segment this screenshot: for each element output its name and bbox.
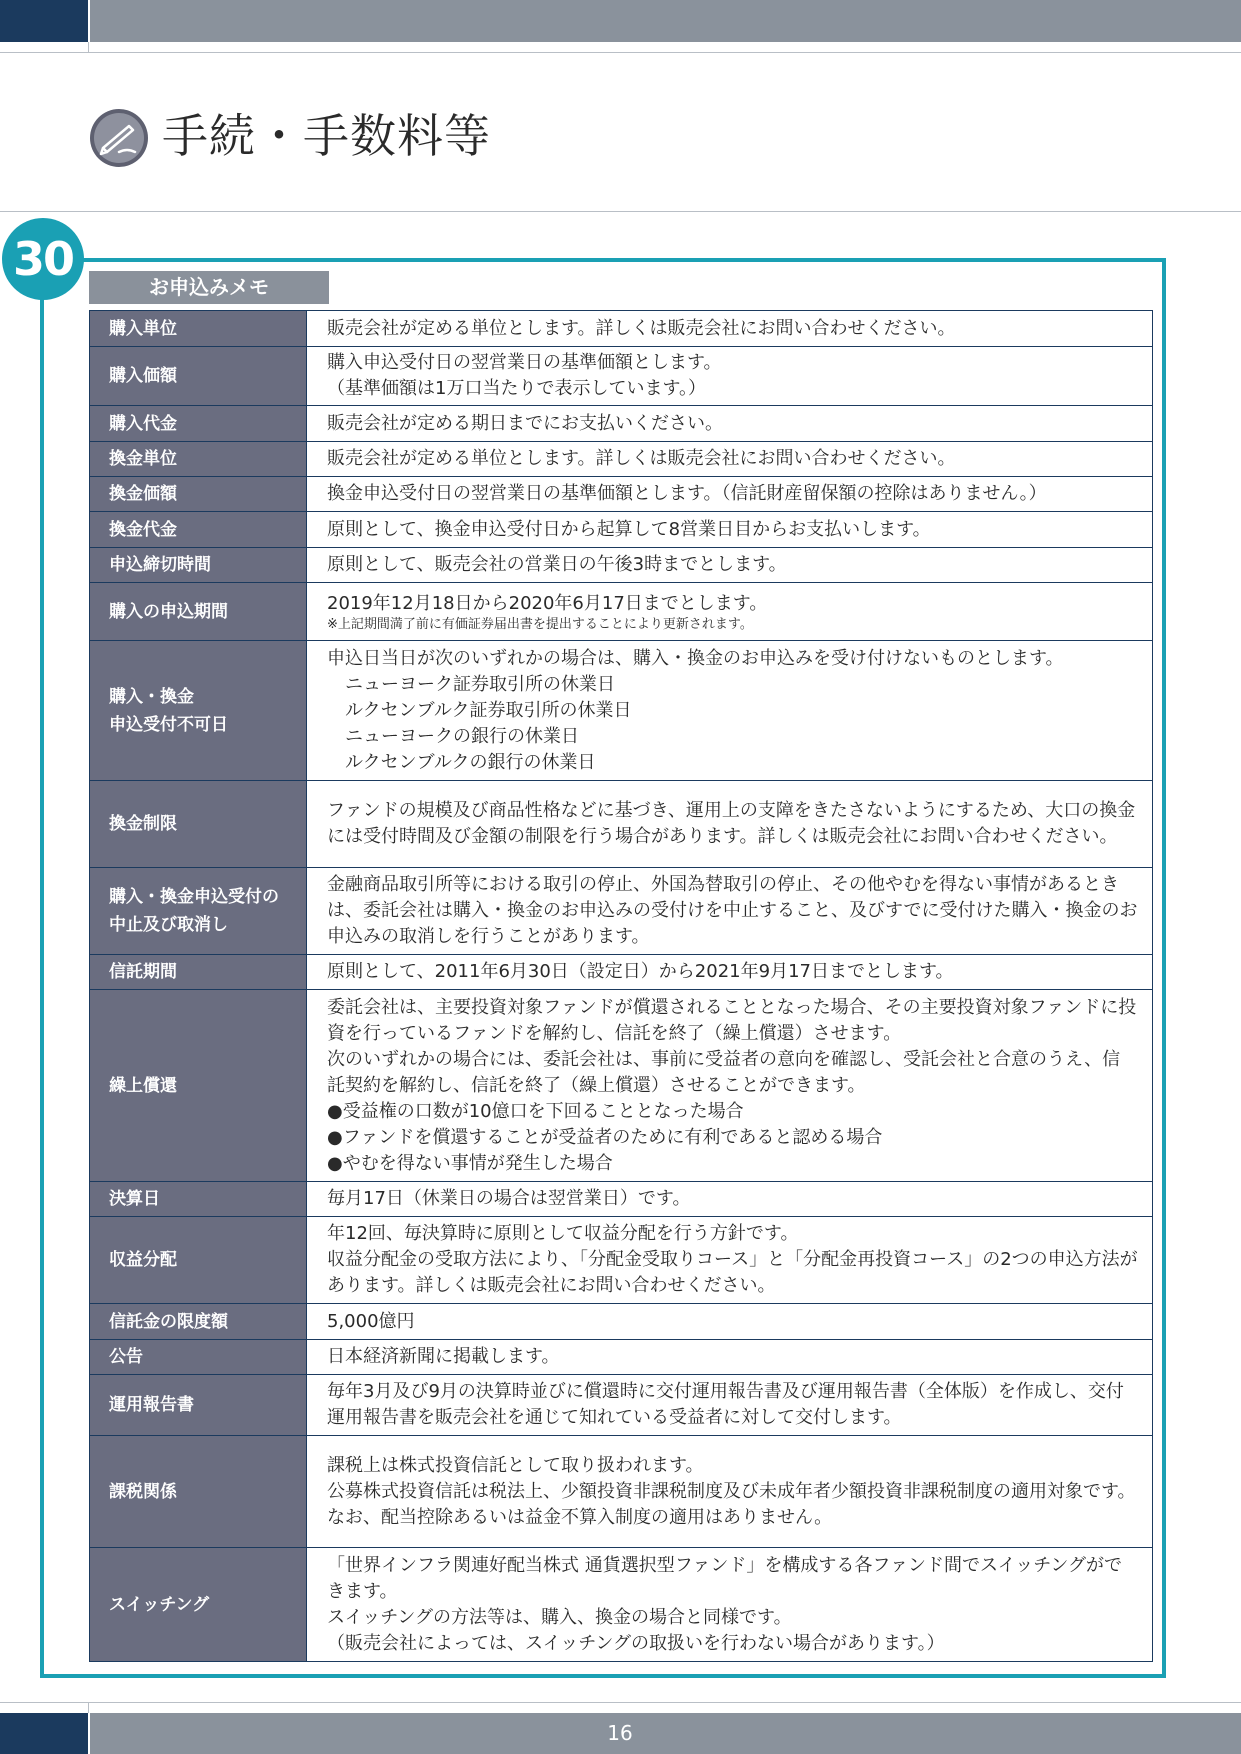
table-row	[90, 1217, 1153, 1304]
row-content: 販売会社が定める単位とします。詳しくは販売会社にお問い合わせください。	[307, 311, 1153, 347]
memo-table	[89, 310, 1153, 1662]
row-content: 年12回、毎決算時に原則として収益分配を行う方針です。 収益分配金の受取方法により、「分配金受取りコース」と「分配金再投資コース」の2つの申込方法があります。詳しくは販売会社にお問い合わせください。	[307, 1217, 1153, 1304]
table-row	[90, 1375, 1153, 1436]
section-number-badge: 30	[2, 218, 84, 300]
row-label: 購入・換金 申込受付不可日	[90, 641, 307, 781]
table-row	[90, 311, 1153, 347]
header-gray-bar	[90, 0, 1241, 42]
row-label: 信託金の限度額	[90, 1304, 307, 1340]
row-content: 毎年3月及び9月の決算時並びに償還時に交付運用報告書及び運用報告書（全体版）を作成し、交付運用報告書を販売会社を通じて知れている受益者に対して交付します。	[307, 1375, 1153, 1436]
table-row	[90, 955, 1153, 990]
page-title: 手続・手数料等	[162, 109, 491, 163]
table-row	[90, 512, 1153, 548]
row-label: 公告	[90, 1340, 307, 1375]
table-row	[90, 1340, 1153, 1375]
row-content: 毎月17日（休業日の場合は翌営業日）です。	[307, 1182, 1153, 1217]
table-row	[90, 406, 1153, 442]
row-content: 原則として、換金申込受付日から起算して8営業日目からお支払いします。	[307, 512, 1153, 548]
title-rule	[0, 211, 1241, 212]
row-label: 購入代金	[90, 406, 307, 442]
row-content: 課税上は株式投資信託として取り扱われます。 公募株式投資信託は税法上、少額投資非課税制度及び未成年者少額投資非課税制度の適用対象です。 なお、配当控除あるいは益金不算入制度の適用はありません。	[307, 1436, 1153, 1548]
row-label: スイッチング	[90, 1548, 307, 1662]
row-content: 「世界インフラ関連好配当株式 通貨選択型ファンド」を構成する各ファンド間でスイッチングができます。 スイッチングの方法等は、購入、換金の場合と同様です。 （販売会社によっては、スイッチングの取扱いを行わない場合があります。）	[307, 1548, 1153, 1662]
table-row	[90, 477, 1153, 512]
memo-tag: お申込みメモ	[89, 271, 329, 304]
row-label: 購入・換金申込受付の 中止及び取消し	[90, 868, 307, 955]
row-label: 信託期間	[90, 955, 307, 990]
row-content: 販売会社が定める期日までにお支払いください。	[307, 406, 1153, 442]
row-label: 収益分配	[90, 1217, 307, 1304]
row-content: 金融商品取引所等における取引の停止、外国為替取引の停止、その他やむを得ない事情があるときは、委託会社は購入・換金のお申込みの受付けを中止すること、及びすでに受付けた購入・換金のお申込みの取消しを行うことがあります。	[307, 868, 1153, 955]
table-row	[90, 990, 1153, 1182]
header-navy-block	[0, 0, 88, 42]
row-label: 課税関係	[90, 1436, 307, 1548]
footer-rule	[0, 1702, 1241, 1703]
table-row	[90, 868, 1153, 955]
row-content: 原則として、2011年6月30日（設定日）から2021年9月17日までとします。	[307, 955, 1153, 990]
row-content: 購入申込受付日の翌営業日の基準価額とします。 （基準価額は1万口当たりで表示しています。）	[307, 347, 1153, 406]
row-content: 委託会社は、主要投資対象ファンドが償還されることとなった場合、その主要投資対象ファンドに投資を行っているファンドを解約し、信託を終了（繰上償還）させます。 次のいずれかの場合には、委託会社は、事前に受益者の意向を確認し、受託会社と合意のうえ、信託契約を解約し、信託を終了（繰上償還）させることができます。 ●受益権の口数が10億口を下回ることとなった場合 ●ファンドを償還することが受益者のために有利であると認める場合 ●やむを得ない事情が発生した場合	[307, 990, 1153, 1182]
row-content: 申込日当日が次のいずれかの場合は、購入・換金のお申込みを受け付けないものとします。 ニューヨーク証券取引所の休業日 ルクセンブルク証券取引所の休業日 ニューヨークの銀行の休業日 ルクセンブルクの銀行の休業日	[307, 641, 1153, 781]
footer-navy-block	[0, 1713, 88, 1754]
row-label: 購入単位	[90, 311, 307, 347]
row-content: 日本経済新聞に掲載します。	[307, 1340, 1153, 1375]
table-row	[90, 641, 1153, 781]
row-content: 販売会社が定める単位とします。詳しくは販売会社にお問い合わせください。	[307, 442, 1153, 477]
table-row	[90, 442, 1153, 477]
row-label: 換金単位	[90, 442, 307, 477]
table-row	[90, 1182, 1153, 1217]
table-row	[90, 1436, 1153, 1548]
table-row	[90, 583, 1153, 641]
row-label: 運用報告書	[90, 1375, 307, 1436]
row-label: 繰上償還	[90, 990, 307, 1182]
pen-writing-icon	[89, 108, 149, 168]
row-label: 換金制限	[90, 781, 307, 868]
row-label: 購入価額	[90, 347, 307, 406]
table-row	[90, 1548, 1153, 1662]
footer-rule-tick	[88, 1702, 89, 1713]
row-label: 換金代金	[90, 512, 307, 548]
row-content: 原則として、販売会社の営業日の午後3時までとします。	[307, 548, 1153, 583]
table-row	[90, 781, 1153, 868]
row-content-note: ※上記期間満了前に有価証券届出書を提出することにより更新されます。	[327, 616, 753, 632]
row-label: 購入の申込期間	[90, 583, 307, 641]
header-rule	[0, 52, 1241, 53]
row-content	[307, 583, 1153, 641]
header-rule-tick	[88, 42, 89, 53]
page-number: 16	[607, 1721, 633, 1745]
row-label: 申込締切時間	[90, 548, 307, 583]
row-content-main: 2019年12月18日から2020年6月17日までとします。	[327, 592, 768, 614]
row-content: 換金申込受付日の翌営業日の基準価額とします。（信託財産留保額の控除はありません。）	[307, 477, 1153, 512]
row-content: 5,000億円	[307, 1304, 1153, 1340]
row-label: 決算日	[90, 1182, 307, 1217]
row-content: ファンドの規模及び商品性格などに基づき、運用上の支障をきたさないようにするため、大口の換金には受付時間及び金額の制限を行う場合があります。詳しくは販売会社にお問い合わせください。	[307, 781, 1153, 868]
row-label: 換金価額	[90, 477, 307, 512]
table-row	[90, 1304, 1153, 1340]
table-row	[90, 548, 1153, 583]
table-row	[90, 347, 1153, 406]
